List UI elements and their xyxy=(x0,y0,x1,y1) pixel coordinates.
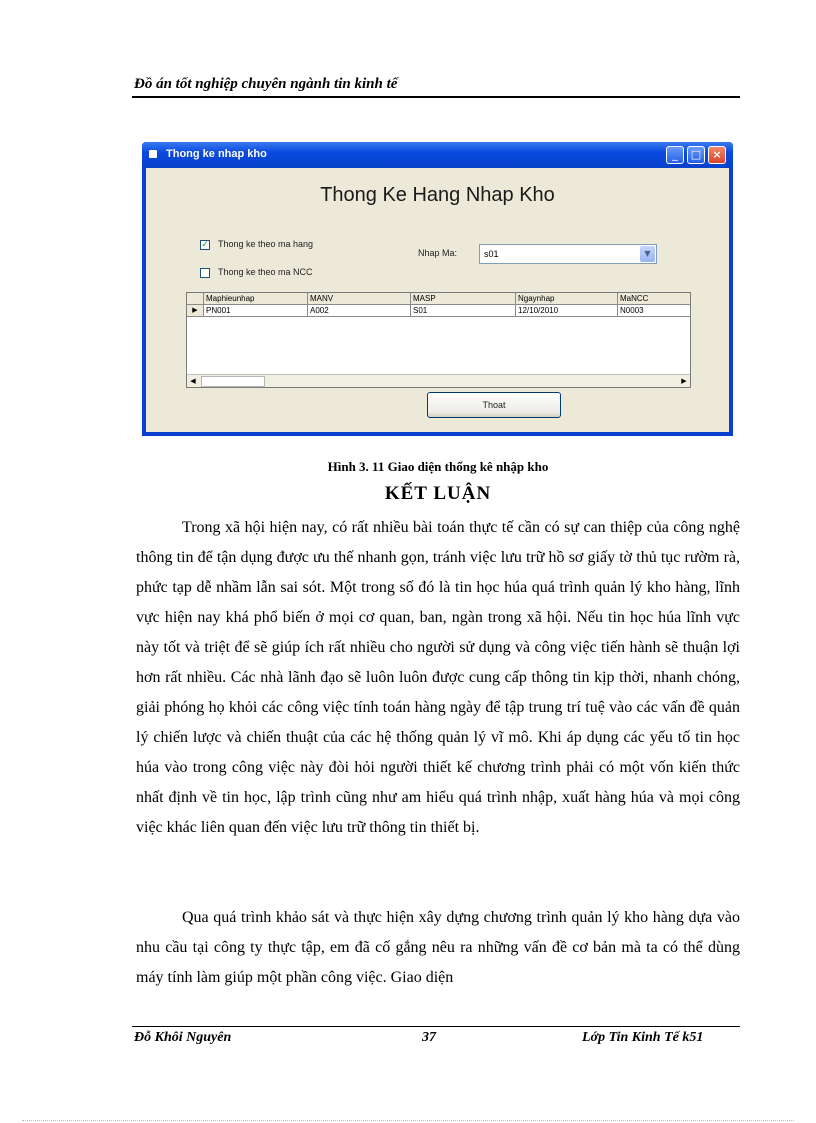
checkbox-ma-hang[interactable]: ✓ xyxy=(201,240,209,250)
scroll-thumb[interactable] xyxy=(201,376,265,387)
table-cell[interactable]: 12/10/2010 xyxy=(515,305,617,316)
section-title: KẾT LUẬN xyxy=(384,483,492,504)
exit-button[interactable]: Thoat xyxy=(427,392,561,418)
nhap-ma-label: Nhap Ma: xyxy=(418,248,458,258)
footer-class: Lớp Tin Kinh Tế k51 xyxy=(582,1030,704,1045)
scroll-right-icon[interactable]: ▶ xyxy=(681,377,687,385)
column-header[interactable]: Maphieunhap xyxy=(203,293,307,304)
footer-rule xyxy=(132,1026,740,1027)
horizontal-scrollbar[interactable] xyxy=(187,374,690,387)
figure-caption: Hình 3. 11 Giao diện thống kê nhập kho xyxy=(327,459,549,474)
scroll-left-icon[interactable]: ◀ xyxy=(190,377,196,385)
paragraph: Qua quá trình khảo sát và thực hiện xây dựng chương trình quản lý kho hàng dựa vào nhu cầu tại công ty thực tập, em đã cố gắng nêu ra những vấn đề cơ bản mà ta có thể dùng máy tính làm giúp một phần công việc. Giao diện xyxy=(136,909,740,986)
grid-header-row xyxy=(187,293,690,305)
table-cell[interactable]: A002 xyxy=(307,305,410,316)
table-cell[interactable]: N0003 xyxy=(617,305,690,316)
header-rule xyxy=(132,96,740,98)
minimize-button[interactable]: _ xyxy=(666,146,684,164)
checkbox-ncc-label: Thong ke theo ma NCC xyxy=(218,267,313,277)
column-header[interactable]: MaNCC xyxy=(617,293,690,304)
close-button[interactable]: × xyxy=(708,146,726,164)
column-header[interactable]: Ngaynhap xyxy=(515,293,617,304)
nhap-ma-combobox[interactable] xyxy=(479,244,657,264)
window-client-area xyxy=(146,168,729,432)
page-header: Đồ án tốt nghiệp chuyên ngành tin kinh tế xyxy=(134,76,398,92)
column-header[interactable]: MASP xyxy=(410,293,515,304)
checkbox-ma-hang-label: Thong ke theo ma hang xyxy=(218,239,314,249)
screenshot-window xyxy=(142,142,733,436)
chevron-down-icon[interactable]: ▼ xyxy=(640,246,655,262)
table-cell[interactable]: PN001 xyxy=(203,305,307,316)
maximize-button[interactable]: □ xyxy=(687,146,705,164)
window-titlebar[interactable] xyxy=(142,142,733,168)
table-cell[interactable]: S01 xyxy=(410,305,515,316)
page-number: 37 xyxy=(422,1030,436,1045)
table-row[interactable] xyxy=(187,305,690,317)
column-header[interactable]: MANV xyxy=(307,293,410,304)
row-selector-icon[interactable]: ▶ xyxy=(187,305,203,316)
footer-author: Đỗ Khôi Nguyên xyxy=(134,1030,232,1045)
app-icon xyxy=(149,150,157,158)
paragraph: Trong xã hội hiện nay, có rất nhiều bài toán thực tế cần có sự can thiệp của công nghệ thông tin để tận dụng được ưu thế nhanh gọn, tránh việc lưu trữ hồ sơ giấy tờ thủ tục rườm rà, phức tạp dễ nhầm lẫn sai sót. Một trong số đó là tin học húa quá trình quản lý kho hàng, lĩnh vực hiện nay khá phổ biến ở mọi cơ quan, ban, ngàn trong xã hội. Nếu tin học húa lĩnh vực này tốt và triệt để sẽ giúp ích rất nhiều cho người sử dụng và công việc tiến hành sẽ thuận lợi hơn rất nhiều. Các nhà lãnh đạo sẽ luôn luôn được cung cấp thông tin kịp thời, nhanh chóng, giải phóng họ khỏi các công việc tính toán hàng ngày để tập trung trí tuệ vào các vấn đề quản lý chiến lược và chiến thuật của các hệ thống quản lý vĩ mô. Khi áp dụng các yếu tố tin học húa vào trong công việc này đòi hỏi người thiết kế chương trình phải có một vốn kiến thức nhất định về tin học, lập trình cũng như am hiểu quá trình nhập, xuất hàng húa và mọi công việc khác liên quan đến việc lưu trữ thông tin thiết bị. xyxy=(136,519,740,836)
page-edge xyxy=(22,1120,794,1121)
data-grid[interactable] xyxy=(186,292,691,388)
nhap-ma-value: s01 xyxy=(484,249,499,259)
window-title: Thong ke nhap kho xyxy=(166,148,267,160)
checkbox-ncc[interactable] xyxy=(200,268,210,278)
form-title: Thong Ke Hang Nhap Kho xyxy=(320,184,555,206)
